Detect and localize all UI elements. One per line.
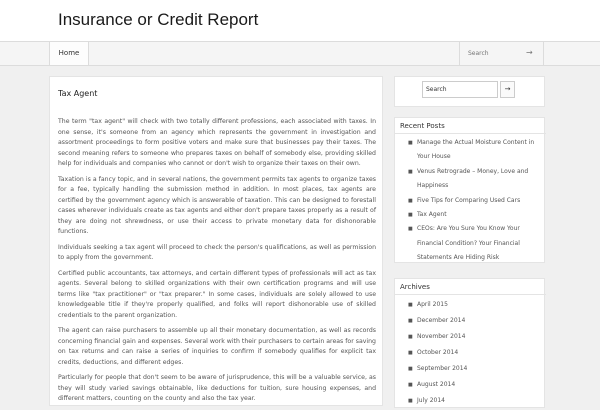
archive-item[interactable] — [403, 393, 543, 409]
site-header — [0, 0, 600, 42]
recent-post-item[interactable] — [403, 136, 543, 165]
archive-link[interactable]: December 2014 — [417, 317, 466, 324]
bullet-icon: ■ — [408, 382, 413, 388]
archive-link[interactable]: November 2014 — [417, 333, 466, 340]
post-paragraph: Taxation is a fancy topic, and in several nations, the government permits tax agents to organize taxes for a fee, typically handling the submission method in addition. In most places, tax agents are certified by the government agency which is answerable of taxation. This can be designed to forestall cases wherever individuals create as tax agents and either don't prepare taxes properly as a result of they are doing not shrewdness, or use their access to private monetary data for dishonorable functions. — [58, 175, 376, 235]
recent-post-item[interactable] — [403, 208, 543, 222]
archives-list — [403, 297, 543, 409]
recent-posts-list — [403, 136, 543, 266]
widget-divider — [395, 133, 546, 134]
bullet-icon: ■ — [408, 302, 413, 308]
bullet-icon: ■ — [408, 212, 413, 219]
post-body — [58, 117, 376, 410]
recent-post-item[interactable] — [403, 194, 543, 208]
sidebar-search-button[interactable]: → — [500, 81, 515, 98]
archive-link[interactable]: July 2014 — [417, 397, 445, 404]
bullet-icon: ■ — [408, 197, 413, 204]
recent-post-link[interactable]: Tax Agent — [417, 211, 447, 219]
archive-item[interactable] — [403, 313, 543, 329]
recent-posts-title: Recent Posts — [400, 122, 445, 130]
recent-post-link[interactable]: CEOs: Are You Sure You Know Your Financial Condition? Your Financial Statements Are Hiding Risk — [417, 225, 520, 262]
archive-item[interactable] — [403, 361, 543, 377]
post-paragraph: Certified public accountants, tax attorneys, and certain different types of professionals will act as tax agents. Several belong to skilled organizations with their own certification programs and will use terms like "tax practitioner" or "tax preparer." In some cases, individuals are solely allowed to use knowledgeable title if they're properly qualified, and folks will report dishonorable use of skilled credentials to the parent organization. — [58, 269, 376, 319]
post-article — [49, 76, 383, 406]
recent-post-link[interactable]: Five Tips for Comparing Used Cars — [417, 196, 521, 204]
sidebar-search-widget — [394, 76, 545, 107]
recent-post-link[interactable]: Venus Retrograde – Money, Love and Happiness — [417, 167, 529, 190]
bullet-icon: ■ — [408, 318, 413, 324]
bullet-icon: ■ — [408, 334, 413, 340]
site-title[interactable]: Insurance or Credit Report — [58, 10, 259, 29]
post-paragraph: Individuals seeking a tax agent will proceed to check the person's qualifications, as well as permission to apply from the government. — [58, 243, 376, 261]
bullet-icon: ■ — [408, 226, 413, 233]
archives-widget — [394, 278, 545, 408]
archive-link[interactable]: April 2015 — [417, 301, 448, 308]
archives-title: Archives — [400, 283, 430, 291]
recent-post-link[interactable]: Manage the Actual Moisture Content in Your House — [417, 139, 535, 161]
sidebar-search-input[interactable] — [422, 81, 498, 98]
nav-item-home[interactable]: Home — [49, 42, 89, 65]
recent-post-item[interactable] — [403, 222, 543, 265]
bullet-icon: ■ — [408, 350, 413, 356]
nav-search-arrow-icon[interactable]: → — [526, 48, 533, 57]
post-paragraph: The agent can raise purchasers to assemble up all their monetary documentation, as well as records concerning financial gain and expenses. Several work with their purchasers to certain areas for saving on tax returns and can raise a series of inquiries to confirm if somebody qualifies for explicit tax credits, deductions, and different edges. — [58, 327, 376, 366]
archive-item[interactable] — [403, 345, 543, 361]
widget-divider — [395, 294, 546, 295]
archive-link[interactable]: August 2014 — [417, 381, 456, 388]
bullet-icon: ■ — [408, 366, 413, 372]
archive-item[interactable] — [403, 297, 543, 313]
archive-link[interactable]: September 2014 — [417, 365, 468, 372]
archive-link[interactable]: October 2014 — [417, 349, 459, 356]
nav-search-input[interactable] — [460, 42, 522, 65]
recent-posts-widget — [394, 117, 545, 263]
post-title: Tax Agent — [58, 89, 98, 98]
bullet-icon: ■ — [408, 140, 413, 146]
nav-search-form — [459, 42, 544, 65]
archive-item[interactable] — [403, 377, 543, 393]
post-paragraph: Particularly for people that don't seem to be aware of jurisprudence, this will be a valuable service, as they will study varied savings obtainable, like deductions for tuition, sure housing expenses, and different matters, counting on the county and also the tax year. — [58, 374, 376, 402]
bullet-icon: ■ — [408, 398, 413, 404]
recent-post-item[interactable] — [403, 165, 543, 194]
post-paragraph: The term "tax agent" will check with two totally different professions, each associated with taxes. In one sense, it's someone from an agency which represents the government in investigation and assortment proceedings to form positive voters and make sure that businesses pay their taxes. The second meaning refers to someone who prepares taxes on behalf of somebody else, providing skilled help for individuals and companies who cannot or don't wish to organize their taxes on their own. — [58, 118, 376, 167]
bullet-icon: ■ — [408, 168, 413, 175]
archive-item[interactable] — [403, 329, 543, 345]
main-navigation — [0, 41, 600, 66]
